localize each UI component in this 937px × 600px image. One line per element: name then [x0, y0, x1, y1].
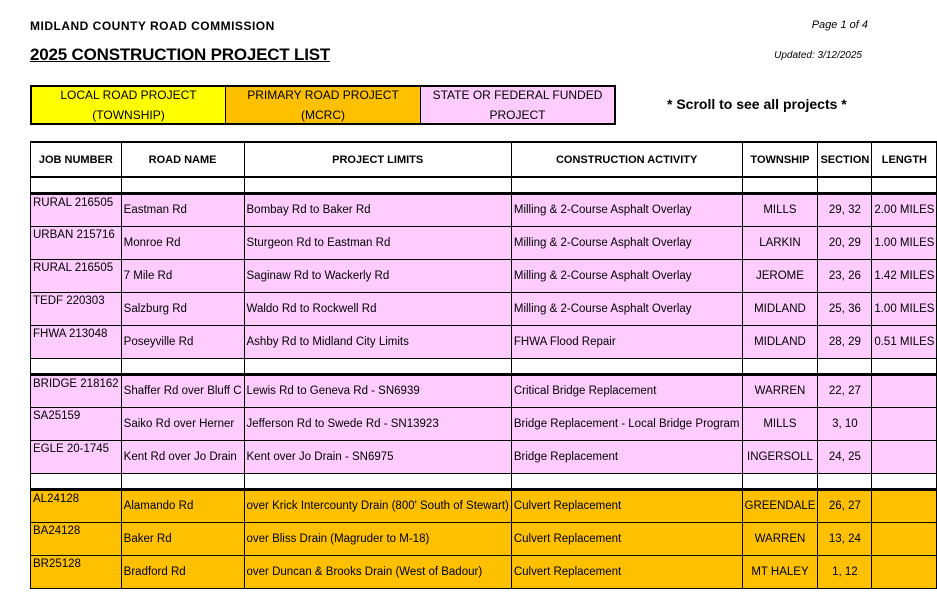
spacer-cell [121, 473, 244, 489]
cell-township: GREENDALE [742, 489, 818, 522]
cell-section: 13, 24 [818, 522, 872, 555]
table-row [31, 440, 937, 473]
spacer-cell [742, 358, 818, 374]
table-row [31, 226, 937, 259]
spacer-cell [511, 358, 742, 374]
table-row [31, 193, 937, 226]
spacer-cell [818, 177, 872, 193]
group-spacer-row [31, 473, 937, 489]
spacer-cell [742, 473, 818, 489]
cell-construction-activity: Bridge Replacement - Local Bridge Program [511, 407, 742, 440]
table-row [31, 522, 937, 555]
column-header-project-limits: PROJECT LIMITS [244, 142, 511, 177]
cell-township: MIDLAND [742, 292, 818, 325]
column-header-township: TOWNSHIP [742, 142, 818, 177]
table-row [31, 489, 937, 522]
cell-project-limits: over Krick Intercounty Drain (800' South of Stewart) [244, 489, 511, 522]
table-header-row [31, 142, 937, 177]
page-number: Page 1 of 4 [811, 19, 868, 31]
spacer-cell [818, 358, 872, 374]
cell-section: 3, 10 [818, 407, 872, 440]
cell-project-limits: Lewis Rd to Geneva Rd - SN6939 [244, 374, 511, 407]
column-header-job-number: JOB NUMBER [31, 142, 122, 177]
spacer-cell [818, 473, 872, 489]
cell-project-limits: Saginaw Rd to Wackerly Rd [244, 259, 511, 292]
cell-length: 0.51 MILES [872, 325, 937, 358]
cell-construction-activity: Milling & 2-Course Asphalt Overlay [511, 226, 742, 259]
cell-job-number: RURAL 216505 [31, 193, 122, 226]
cell-road-name: 7 Mile Rd [121, 259, 244, 292]
cell-township: JEROME [742, 259, 818, 292]
spacer-cell [121, 358, 244, 374]
cell-job-number: BA24128 [31, 522, 122, 555]
cell-road-name: Poseyville Rd [121, 325, 244, 358]
cell-township: WARREN [742, 522, 818, 555]
cell-township: LARKIN [742, 226, 818, 259]
table-body [31, 177, 937, 588]
cell-job-number: URBAN 215716 [31, 226, 122, 259]
cell-length [872, 440, 937, 473]
scroll-note: * Scroll to see all projects * [667, 96, 847, 112]
legend-primary-road: PRIMARY ROAD PROJECT (MCRC) [226, 87, 421, 123]
spacer-cell [872, 358, 937, 374]
project-table [30, 141, 937, 589]
spacer-cell [244, 177, 511, 193]
cell-road-name: Salzburg Rd [121, 292, 244, 325]
cell-road-name: Bradford Rd [121, 555, 244, 588]
legend-local-road: LOCAL ROAD PROJECT (TOWNSHIP) [32, 87, 226, 123]
cell-length: 1.00 MILES [872, 292, 937, 325]
table-row [31, 407, 937, 440]
spacer-cell [872, 473, 937, 489]
cell-project-limits: Sturgeon Rd to Eastman Rd [244, 226, 511, 259]
cell-road-name: Baker Rd [121, 522, 244, 555]
cell-project-limits: Ashby Rd to Midland City Limits [244, 325, 511, 358]
cell-section: 24, 25 [818, 440, 872, 473]
column-header-road-name: ROAD NAME [121, 142, 244, 177]
cell-township: MIDLAND [742, 325, 818, 358]
cell-project-limits: over Duncan & Brooks Drain (West of Badour) [244, 555, 511, 588]
spacer-cell [872, 177, 937, 193]
cell-construction-activity: Bridge Replacement [511, 440, 742, 473]
table-row [31, 259, 937, 292]
cell-construction-activity: Milling & 2-Course Asphalt Overlay [511, 193, 742, 226]
cell-length [872, 489, 937, 522]
cell-section: 20, 29 [818, 226, 872, 259]
spacer-cell [244, 358, 511, 374]
cell-job-number: EGLE 20-1745 [31, 440, 122, 473]
spacer-cell [31, 358, 122, 374]
cell-section: 25, 36 [818, 292, 872, 325]
cell-township: INGERSOLL [742, 440, 818, 473]
table-row [31, 292, 937, 325]
cell-road-name: Eastman Rd [121, 193, 244, 226]
page-title: 2025 CONSTRUCTION PROJECT LIST [30, 45, 331, 64]
organization-name: MIDLAND COUNTY ROAD COMMISSION [30, 19, 275, 33]
cell-township: MILLS [742, 407, 818, 440]
cell-construction-activity: Milling & 2-Course Asphalt Overlay [511, 292, 742, 325]
cell-township: WARREN [742, 374, 818, 407]
spacer-cell [742, 177, 818, 193]
cell-construction-activity: Culvert Replacement [511, 555, 742, 588]
cell-road-name: Kent Rd over Jo Drain [121, 440, 244, 473]
cell-project-limits: Kent over Jo Drain - SN6975 [244, 440, 511, 473]
cell-township: MT HALEY [742, 555, 818, 588]
cell-length [872, 555, 937, 588]
cell-section: 1, 12 [818, 555, 872, 588]
group-spacer-row [31, 358, 937, 374]
cell-job-number: AL24128 [31, 489, 122, 522]
cell-length [872, 522, 937, 555]
cell-job-number: BRIDGE 218162 [31, 374, 122, 407]
cell-job-number: FHWA 213048 [31, 325, 122, 358]
cell-project-limits: Jefferson Rd to Swede Rd - SN13923 [244, 407, 511, 440]
spacer-cell [511, 177, 742, 193]
cell-job-number: SA25159 [31, 407, 122, 440]
cell-length: 1.42 MILES [872, 259, 937, 292]
cell-section: 23, 26 [818, 259, 872, 292]
cell-length [872, 407, 937, 440]
spacer-cell [244, 473, 511, 489]
color-legend [30, 85, 616, 125]
cell-job-number: RURAL 216505 [31, 259, 122, 292]
cell-section: 29, 32 [818, 193, 872, 226]
cell-section: 22, 27 [818, 374, 872, 407]
cell-construction-activity: Culvert Replacement [511, 489, 742, 522]
cell-section: 28, 29 [818, 325, 872, 358]
cell-construction-activity: FHWA Flood Repair [511, 325, 742, 358]
cell-length: 2.00 MILES [872, 193, 937, 226]
cell-length [872, 374, 937, 407]
cell-job-number: TEDF 220303 [31, 292, 122, 325]
cell-construction-activity: Critical Bridge Replacement [511, 374, 742, 407]
cell-road-name: Alamando Rd [121, 489, 244, 522]
cell-job-number: BR25128 [31, 555, 122, 588]
cell-township: MILLS [742, 193, 818, 226]
column-header-length: LENGTH [872, 142, 937, 177]
legend-state-federal: STATE OR FEDERAL FUNDED PROJECT [421, 87, 614, 123]
cell-project-limits: Bombay Rd to Baker Rd [244, 193, 511, 226]
table-row [31, 325, 937, 358]
group-spacer-row [31, 177, 937, 193]
cell-project-limits: Waldo Rd to Rockwell Rd [244, 292, 511, 325]
cell-section: 26, 27 [818, 489, 872, 522]
column-header-construction-activity: CONSTRUCTION ACTIVITY [511, 142, 742, 177]
spacer-cell [31, 177, 122, 193]
spacer-cell [31, 473, 122, 489]
table-row [31, 374, 937, 407]
column-header-section: SECTION [818, 142, 872, 177]
updated-date: Updated: 3/12/2025 [774, 50, 862, 61]
spacer-cell [121, 177, 244, 193]
cell-construction-activity: Culvert Replacement [511, 522, 742, 555]
table-row [31, 555, 937, 588]
spacer-cell [511, 473, 742, 489]
cell-construction-activity: Milling & 2-Course Asphalt Overlay [511, 259, 742, 292]
cell-road-name: Saiko Rd over Herner [121, 407, 244, 440]
cell-road-name: Shaffer Rd over Bluff C [121, 374, 244, 407]
cell-length: 1.00 MILES [872, 226, 937, 259]
cell-road-name: Monroe Rd [121, 226, 244, 259]
cell-project-limits: over Bliss Drain (Magruder to M-18) [244, 522, 511, 555]
